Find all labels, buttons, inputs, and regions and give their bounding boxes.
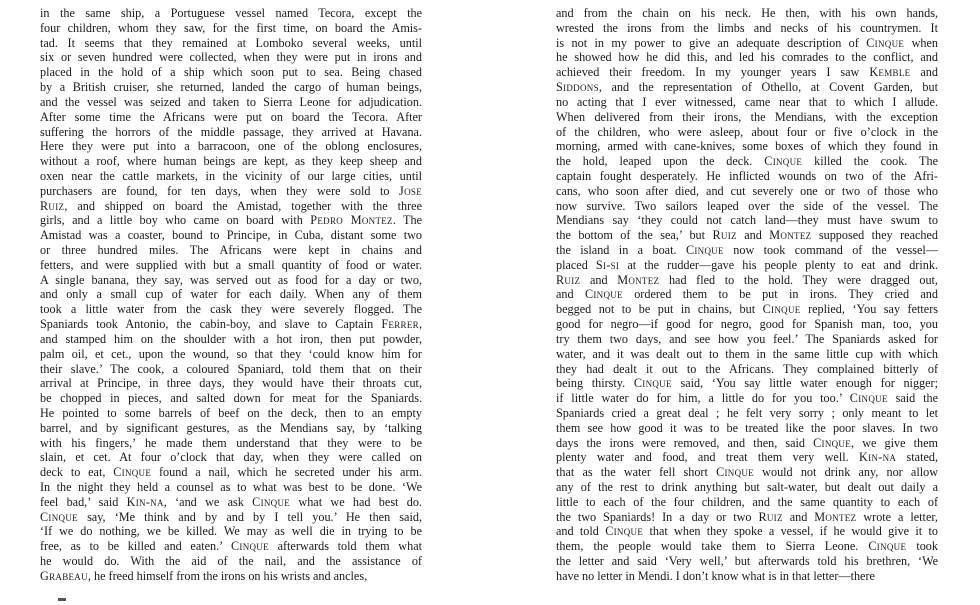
right-column-line: they had dealt it out to the Africans. They complained bitterly of [556, 361, 938, 376]
left-column-line: Grabeau, he freed himself from the irons on his wrists and ancles, [40, 568, 368, 583]
left-column-line: Cinque say, ‘Me think and by and by I tell you.’ He then said, [40, 509, 422, 524]
left-column-line: girls, and a little boy who came on board with Pedro Montez. The [40, 213, 422, 228]
right-column-line: and Cinque ordered them to be put in irons. They cried and [556, 287, 938, 302]
left-column-line: without a roof, where human beings are kept, as they keep sheep and [40, 154, 422, 169]
right-column-line: now survive. Two sailors leaped over the side of the vessel. The [556, 198, 938, 213]
left-column-line: feel bad,’ said Kin-na, ‘and we ask Cinque what we had best do. [40, 494, 422, 509]
left-column-line: Amistad was a coaster, bound to Principe, in Cuba, distant some two [40, 228, 422, 243]
right-column-line: Spaniards cried a great deal ; he felt very sorry ; only meant to let [556, 405, 938, 420]
left-column-line: barrel, and by significant gestures, as the Mendians say, by ‘talking [40, 420, 422, 435]
left-column-line: six or seven hundred were collected, when they were put in irons and [40, 50, 422, 65]
right-column-line: he showed how he did this, and led his comrades to the conflict, and [556, 50, 938, 65]
right-column-line: being thirsty. Cinque said, ‘You say little water enough for nigger; [556, 376, 938, 391]
right-column-line: morning, armed with cane-knives, some boxes of which they found in [556, 139, 938, 154]
right-column-line: the island in a boat. Cinque now took command of the vessel— [556, 243, 938, 257]
right-column-line: little to each of the four children, and the same quantity to each of [556, 494, 938, 509]
right-column-line: the hold, leaped upon the deck. Cinque killed the cook. The [556, 154, 938, 169]
right-column-line: any of the rest to drink anything but salt-water, but dealt out daily a [556, 480, 938, 494]
left-column-line: by a British cruiser, she returned, landed the cargo of human beings, [40, 80, 422, 95]
right-column-line: and from the chain on his neck. He then, with his own hands, [556, 6, 938, 20]
left-column-line: or three hundred miles. The Africans were kept in chains and [40, 243, 422, 257]
left-column-line: with his fingers,’ he made them understand that they were to be [40, 435, 422, 450]
right-column-line: of the children, who were asleep, about four or five o’clock in the [556, 124, 938, 139]
right-column-line: and told Cinque that when they spoke a vessel, if he would give it to [556, 524, 938, 539]
right-column-line: achieved their freedom. In my younger years I saw Kemble and [556, 65, 938, 80]
left-column-line: took a little water from the cask they were severely flogged. The [40, 302, 422, 317]
left-column-line: in the same ship, a Portuguese vessel named Tecora, except the [40, 6, 422, 20]
right-column-line: When delivered from their irons, the Mendians, with the exception [556, 109, 938, 124]
left-column [40, 6, 422, 584]
right-column-line: Mendians say ‘they could not catch land—they must have swum to [556, 213, 938, 228]
right-column-line: the letter and said ‘Very well,’ but afterwards told his brethren, ‘We [556, 554, 938, 569]
right-column-line: that as the water fell short Cinque would not drink any, nor allow [556, 465, 938, 480]
right-column-line: them see how good it was to be treated like the poor slaves. In two [556, 420, 938, 435]
right-column-line: no acting that I ever witnessed, came near that to which I allude. [556, 94, 938, 109]
margin-mark [58, 598, 66, 601]
left-column-line: A single banana, they say, was served out as food for a day or two, [40, 272, 422, 287]
right-column-line: wrested the irons from the limbs and necks of his countrymen. It [556, 20, 938, 35]
right-column-line: Siddons, and the representation of Othello, at Covent Garden, but [556, 80, 938, 95]
left-column-line: oxen near the cattle markets, in the vicinity of our large cities, until [40, 168, 422, 183]
left-column-line: Here they were put into a barracoon, one of the oblong enclosures, [40, 139, 422, 154]
right-column-line: have no letter in Mendi. I don’t know what is in that letter—there [556, 568, 875, 583]
right-column-line: plenty water and food, and treat them very well. Kin-na stated, [556, 450, 938, 465]
left-column-line: and the vessel was seized and taken to Sierra Leone for adjudication. [40, 94, 422, 109]
left-column-line: their slave.’ The cook, a coloured Spaniard, told them that on their [40, 361, 422, 376]
right-column-line: them, the people would take them to Sierra Leone. Cinque took [556, 539, 938, 554]
left-column-line: tad. It seems that they remained at Lomboko several weeks, until [40, 35, 422, 50]
right-column-line: is not in my power to give an adequate description of Cinque when [556, 35, 938, 50]
left-column-line: ‘If we do nothing, we be killed. We may as well die in trying to be [40, 524, 422, 539]
left-column-line: four children, whom they saw, for the first time, on board the Amis- [40, 20, 422, 35]
left-column-line: He pointed to some barrels of beef on the deck, then to an empty [40, 405, 422, 420]
right-column-line: begged not to be put in chains, but Cinque replied, ‘You say fetters [556, 302, 938, 317]
left-column-line: and only a small cup of water for each daily. When any of them [40, 287, 422, 302]
left-column-line: palm oil, et cet., upon the wound, so that they ‘could know him for [40, 346, 422, 361]
left-column-line: placed in the hold of a ship which soon put to sea. Being chased [40, 65, 422, 80]
right-column-line: Ruiz and Montez had fled to the hold. They were dragged out, [556, 272, 938, 287]
left-column-line: In the night they held a counsel as to what was best to be done. ‘We [40, 480, 422, 494]
right-column-line: the two Spaniards! In a day or two Ruiz and Montez wrote a letter, [556, 509, 938, 524]
right-column-line: try them two days, and see how you feel.’ The Spaniards asked for [556, 331, 938, 346]
right-column-line: the bottom of the sea,’ but Ruiz and Montez supposed they reached [556, 228, 938, 243]
right-column-line: cans, who soon after died, and cut severely one or two of those who [556, 183, 938, 198]
right-column [556, 6, 938, 584]
left-column-line: suffering the horrors of the middle passage, they arrived at Havana. [40, 124, 422, 139]
left-column-line: After some time the Africans were put on board the Tecora. After [40, 109, 422, 124]
right-column-line: water, and it was dealt out to them in the same little cup with which [556, 346, 938, 361]
left-column-line: fetters, and were supplied with but a small quantity of food or water. [40, 257, 422, 272]
left-column-line: be chopped in pieces, and salted down for meat for the Spaniards. [40, 391, 422, 406]
left-column-line: Ruiz, and shipped on board the Amistad, together with the three [40, 198, 422, 213]
right-column-line: good for negro—if good for negro, good for Spanish man, too, you [556, 317, 938, 332]
left-column-line: slain, et cet. At four o’clock that day, when they were called on [40, 450, 422, 465]
right-column-line: captain fought desperately. He inflicted wounds on two of the Afri- [556, 168, 938, 183]
left-column-line: purchasers are found, for ten days, when they were sold to Jose [40, 183, 422, 198]
left-column-line: free, as to be killed and eaten.’ Cinque afterwards told them what [40, 539, 422, 554]
left-column-line: and stamped him on the shoulder with a hot iron, then put powder, [40, 331, 422, 346]
right-column-line: placed Si-si at the rudder—gave his people plenty to eat and drink. [556, 257, 938, 272]
left-column-line: Spaniards took Antonio, the cabin-boy, and slave to Captain Ferrer, [40, 317, 422, 332]
right-column-line: if little water do for him, a little do for you too.’ Cinque said the [556, 391, 938, 406]
left-column-line: he would do. With the aid of the nail, and the assistance of [40, 554, 422, 569]
left-column-line: deck to eat, Cinque found a nail, which he secreted under his arm. [40, 465, 422, 480]
right-column-line: days the irons were removed, and then, said Cinque, we give them [556, 435, 938, 450]
left-column-line: arrival at Principe, in three days, they would have their throats cut, [40, 376, 422, 391]
